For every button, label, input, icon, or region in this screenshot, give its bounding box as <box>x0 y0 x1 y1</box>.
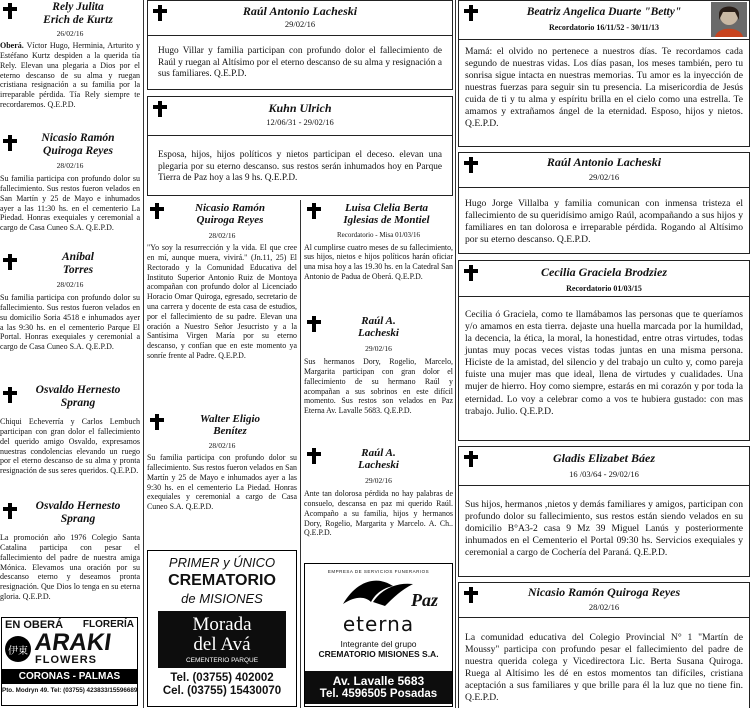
cross-icon <box>464 587 478 603</box>
deceased-name: Gladis Elizabet Báez <box>552 451 655 465</box>
column-left <box>0 0 140 708</box>
cross-icon <box>464 265 478 281</box>
obituary-box-gladis-baez <box>458 446 750 577</box>
date: 12/06/31 - 29/02/16 <box>266 117 334 128</box>
date: 29/02/16 <box>365 476 392 486</box>
ad-group2: CREMATORIO MISIONES S.A. <box>318 649 439 659</box>
cross-icon <box>464 451 478 467</box>
column-middle <box>147 0 453 708</box>
obituary-text: "Yo soy la resurrección y la vida. El que cree en mí, aunque muera, vivirá." (Jn.11, 25) El Rectorado y la Comunidad Educativa del Instituto Superior Antonio Ruiz de Montoya acompañan con profundo dolor al Licenciado Horacio Omar Quiroga, egresado, secretario de una carrera y docente de esta casa de estudios, por el fallecimiento de su padre. Elevan una oración a Nuestro Señor Jesucristo y a la Santísima Virgen María por su eterno descanso, y confían que en este momento ya sonríe frente al Padre. Q.E.P.D. <box>147 243 297 360</box>
ad-line1: PRIMER y ÚNICO <box>168 555 276 570</box>
obituary-text: Su familia participa con profundo dolor su fallecimiento. Sus restos fueron velados en San Martín y 25 de Mayo e inhumados ayer a las 11:30 hs. en el cementerio La Piedad. Honras exequiales y ceremonial a cargo de Casa Cuneo S.A. Q.E.P.D. <box>0 174 140 233</box>
deceased-name: Rely Julita Erich de Kurtz <box>43 1 113 26</box>
obituary-rely-kurtz <box>0 0 140 110</box>
ad-tel2: Cel. (03755) 15430070 <box>162 685 282 697</box>
column-divider <box>300 200 301 708</box>
date: 29/02/16 <box>365 344 392 354</box>
obituary-box-quiroga-moussy <box>458 582 750 708</box>
obituary-lacheski-ach <box>304 445 453 538</box>
deceased-name: Nicasio Ramón Quiroga Reyes <box>195 202 265 227</box>
deceased-name: Kuhn Ulrich <box>268 101 332 115</box>
ad-products: CORONAS - PALMAS <box>2 669 137 684</box>
deceased-name: Nicasio Ramón Quiroga Reyes <box>527 585 681 599</box>
cross-icon <box>150 203 164 219</box>
deceased-name: Raúl A. Lacheski <box>358 315 399 340</box>
ad-paz-eterna <box>304 563 453 707</box>
cross-icon <box>153 101 167 117</box>
ad-group1: Integrante del grupo <box>340 639 417 649</box>
obituary-box-lacheski-villar <box>147 0 453 90</box>
obituary-text: Hugo Jorge Villalba y familia comunican con inmensa tristeza el fallecimiento de su queridísimo amigo Raúl, acompañando a sus hijos y familiares en tan dolorosa e irreparable pérdida. Rogando al Altísimo por su eterno descanso. Q.E.P.D. <box>465 198 743 246</box>
column-divider <box>143 0 144 708</box>
date: Recordatorio - Misa 01/03/16 <box>336 231 420 240</box>
ad-line3: de MISIONES <box>181 591 263 606</box>
obituary-sprang-1 <box>0 384 140 476</box>
obituary-box-brodziez <box>458 260 750 441</box>
ad-dark-line3: CEMENTERIO PARQUE <box>185 657 259 664</box>
cross-icon <box>307 316 321 332</box>
obituary-sprang-2 <box>0 500 140 602</box>
obituary-text: Mamá: el olvido no pertenece a nuestros días. Te recordamos cada segundo de nuestras vidas. Los días pasan, los meses también, pero tu sonrisa sigue intacta en nuestras memorias. Tu amor es la inyección de nuestras fuerzas para seguir sin tu presencia. La misericordia de Jesús cuida de ti y tu alma y espíritu brilla en el cielo como una estrella. Te amamos y extrañamos ángel de la eternidad. Esposo, hijos y nietos. Q.E.P.D. <box>465 46 743 130</box>
cross-icon <box>3 387 17 403</box>
obituary-text: Su familia participa con profundo dolor su fallecimiento. Sus restos fueron velados en San Martín y 25 de Mayo e inhumados ayer a las 9:30 hs. en el cementerio La Piedad. Honras exequiales y ceremonial a cargo de Casa Cuneo S.A. Q.E.P.D. <box>147 453 297 512</box>
obituary-text: Su familia participa con profundo dolor su fallecimiento. Sus restos fueron velados en su domicilio Soria 4518 e inhumados ayer a las 9:30 hs. en el cementerio Parque El Portal. Honras exequiales y ceremonial a cargo de Casa Cuneo S.A. Q.E.P.D. <box>0 293 140 352</box>
deceased-name: Beatriz Angelica Duarte "Betty" <box>526 6 682 18</box>
date: 28/02/16 <box>208 441 236 451</box>
araki-logo: 伊東 <box>5 636 31 662</box>
obituary-text: La promoción año 1976 Colegio Santa Catalina participa con pesar el fallecimiento del padre de nuestra amiga Mónica. Elevamos una oración por su descanso eterno y deseamos pronta resignación. Que Dios lo tenga en su eterna gloria. Q.E.P.D. <box>0 533 140 601</box>
obituary-text: La comunidad educativa del Colegio Provincial N° 1 "Martín de Moussy" participa con profundo pesar el fallecimiento del padre de nuestra querida colega y Vicedirectora Lic. Berta Susana Quiroga. Ruega al Altísimo les dé en estos momentos tan difíciles, cristiana aceptación a sus familiares y que brille para él la luz que no tiene fin. Q.E.P.D. <box>465 632 743 704</box>
ad-floreria-araki <box>1 617 138 706</box>
cross-icon <box>150 414 164 430</box>
obituary-text: Oberá. Víctor Hugo, Herminia, Arturito y Estéfano Kurtz despiden a la querida tía Rely. Elevan una plegaria a Dios por el eterno descanso de su alma y ruegan cristiana resignación a su familia por la irreparable pérdida. Tía Rely siempre te recordaremos. Q.E.P.D. <box>0 41 140 109</box>
obituary-walter-benitez <box>147 411 297 512</box>
obituary-box-kuhn-ulrich <box>147 96 453 196</box>
deceased-name: Nicasio Ramón Quiroga Reyes <box>41 132 115 157</box>
column-right <box>458 0 750 708</box>
obituary-text: Hugo Villar y familia participan con profundo dolor el fallecimiento de Raúl y ruegan al Altísimo por el eterno descanso de su alma y resignación a sus familiares. Q.E.P.D. <box>158 46 442 80</box>
obituary-text: Ante tan dolorosa pérdida no hay palabras de consuelo, descansa en paz mi querido Raúl. Acompaño a su familia, hijos y hermanos Dory, Rogelio, Margarita y Marcelo. A. Ch.. Q.E.P.D. <box>304 489 453 538</box>
cross-icon <box>3 3 17 19</box>
date: 26/02/16 <box>56 29 84 39</box>
ad-floreria: FLORERÍA <box>82 619 134 630</box>
ad-arc-text: EMPRESA DE SERVICIOS FUNERARIOS <box>327 569 430 574</box>
ad-address: Pto. Modryn 49. Tel: (03755) 423833/15596689 <box>2 687 138 694</box>
obituary-iglesias-montiel <box>304 200 453 282</box>
ad-phone: Tel. 4596505 Posadas <box>319 688 438 700</box>
obituary-text: Chiqui Echeverría y Carlos Lembuch participan con gran dolor el fallecimiento del querido amigo Osvaldo, expresamos nuestras condolencias elevando un ruego por el eterno descanso de su alma y pronta resignación de sus seres queridos. Q.E.P.D. <box>0 417 140 476</box>
date: Recordatorio 01/03/15 <box>566 284 642 294</box>
ad-tel1: Tel. (03755) 402002 <box>170 672 274 684</box>
obituary-text: Sus hermanos Dory, Rogelio, Marcelo, Margarita participan con gran dolor el fallecimiento de su hermano Raúl y acompañan a sus sobrinos en este difícil momento. Sus restos son velados en Paz Eterna Av. Lavalle 5683. Q.E.P.D. <box>304 357 453 416</box>
deceased-name: Walter Eligio Benítez <box>200 413 260 438</box>
cross-icon <box>153 5 167 21</box>
date: 29/02/16 <box>284 19 316 30</box>
ad-line2: CREMATORIO <box>168 572 276 589</box>
cross-icon <box>464 5 478 21</box>
ad-brand: ARAKI <box>33 629 113 656</box>
ad-address: Av. Lavalle 5683 <box>332 674 425 688</box>
obituary-box-betty-duarte <box>458 0 750 147</box>
ad-dark-line2: del Avá <box>193 634 251 655</box>
cross-icon <box>3 135 17 151</box>
date: 16 /03/64 - 29/02/16 <box>569 469 639 480</box>
dove-logo-icon <box>305 574 452 614</box>
ad-dark-footer <box>305 671 452 704</box>
cross-icon <box>464 157 478 173</box>
obituary-quiroga-montoya <box>147 200 297 361</box>
deceased-name: Osvaldo Hernesto Sprang <box>35 500 121 525</box>
date: 28/02/16 <box>588 602 620 613</box>
obituary-anibal-torres <box>0 251 140 352</box>
date: 28/02/16 <box>208 231 236 241</box>
obituary-box-lacheski-villalba <box>458 152 750 254</box>
obituary-quiroga-reyes <box>0 132 140 233</box>
deceased-name: Raúl Antonio Lacheski <box>242 4 358 18</box>
obituary-text: Esposa, hijos, hijos políticos y nietos participan el deceso. elevan una plegaria por su eterno descanso. sus restos serán inhumados hoy en Parque Tierra de Paz hoy a las 9 hs. Q.E.P.D. <box>158 150 442 184</box>
column-divider <box>455 0 456 708</box>
ad-crematorio <box>147 550 297 707</box>
date: 28/02/16 <box>56 280 84 290</box>
date: Recordatorio 16/11/52 - 30/11/13 <box>549 22 659 32</box>
deceased-name: Raúl Antonio Lacheski <box>546 155 662 169</box>
obituary-text: Al cumplirse cuatro meses de su fallecimiento, sus hijos, nietos e hijos políticos harán oficiar una misa hoy a las 19.30 hs. en la Catedral San Antonio de Padua de Oberá. Q.E.P.D. <box>304 242 453 281</box>
cross-icon <box>307 203 321 219</box>
obituary-text: Sus hijos, hermanos ,nietos y demás familiares y amigos, participan con profundo dolor su fallecimiento, sus restos están siendo velados en su domicilio B°A3-2 casa 9 Mz 39 Miguel Lanús y posteriormente inhumados en el Cementerio el Portal 09:30 hs. Servicios exequiales y ceremonial a cargo de Cochería del Paraná. Q.E.P.D. <box>465 499 743 559</box>
cross-icon <box>3 503 17 519</box>
ad-dark-line1: Morada <box>192 614 252 635</box>
deceased-name: Luisa Clelia Berta Iglesias de Montiel <box>343 202 430 227</box>
date: 28/02/16 <box>56 161 84 171</box>
deceased-name: Raúl A. Lacheski <box>358 447 399 472</box>
ad-city: EN OBERÁ <box>5 619 64 631</box>
cross-icon <box>3 254 17 270</box>
obituary-lacheski-hermanos <box>304 313 453 416</box>
obituary-text: Cecilia ó Graciela, como te llamábamos las personas que te queríamos y/o amamos en esta tierra. dejaste una huella marcada por la humildad, la decencia, la ética, la moral, la honestidad, entre otras virtudes, todas juntas muy pocas veces vistas todas juntas en una misma persona. Hiciste de la amistad, del silencio y del trabajo un culto y, como pareja fuiste una mujer mas que ideal, llena de virtudes y cualidades. Una mujer de hierro. Hoy como siempre, estarás en mi corazón y por toda la eternidad. Lo voy a celebrar como a vos te hubiera gustado: con mas trabajo. Julio. Q.E.P.D. <box>465 309 743 417</box>
ad-brand-sub: FLOWERS <box>35 654 97 666</box>
cross-icon <box>307 448 321 464</box>
ad-logo-word: Paz <box>411 590 438 610</box>
deceased-name: Cecilia Graciela Brodziez <box>541 265 667 279</box>
date: 29/02/16 <box>588 172 620 183</box>
deceased-name: Aníbal Torres <box>62 251 94 276</box>
deceased-name: Osvaldo Hernesto Sprang <box>35 384 121 409</box>
ad-logo-eterna: eterna <box>342 612 415 636</box>
ad-dark-panel <box>158 611 286 668</box>
portrait-photo <box>711 2 747 37</box>
